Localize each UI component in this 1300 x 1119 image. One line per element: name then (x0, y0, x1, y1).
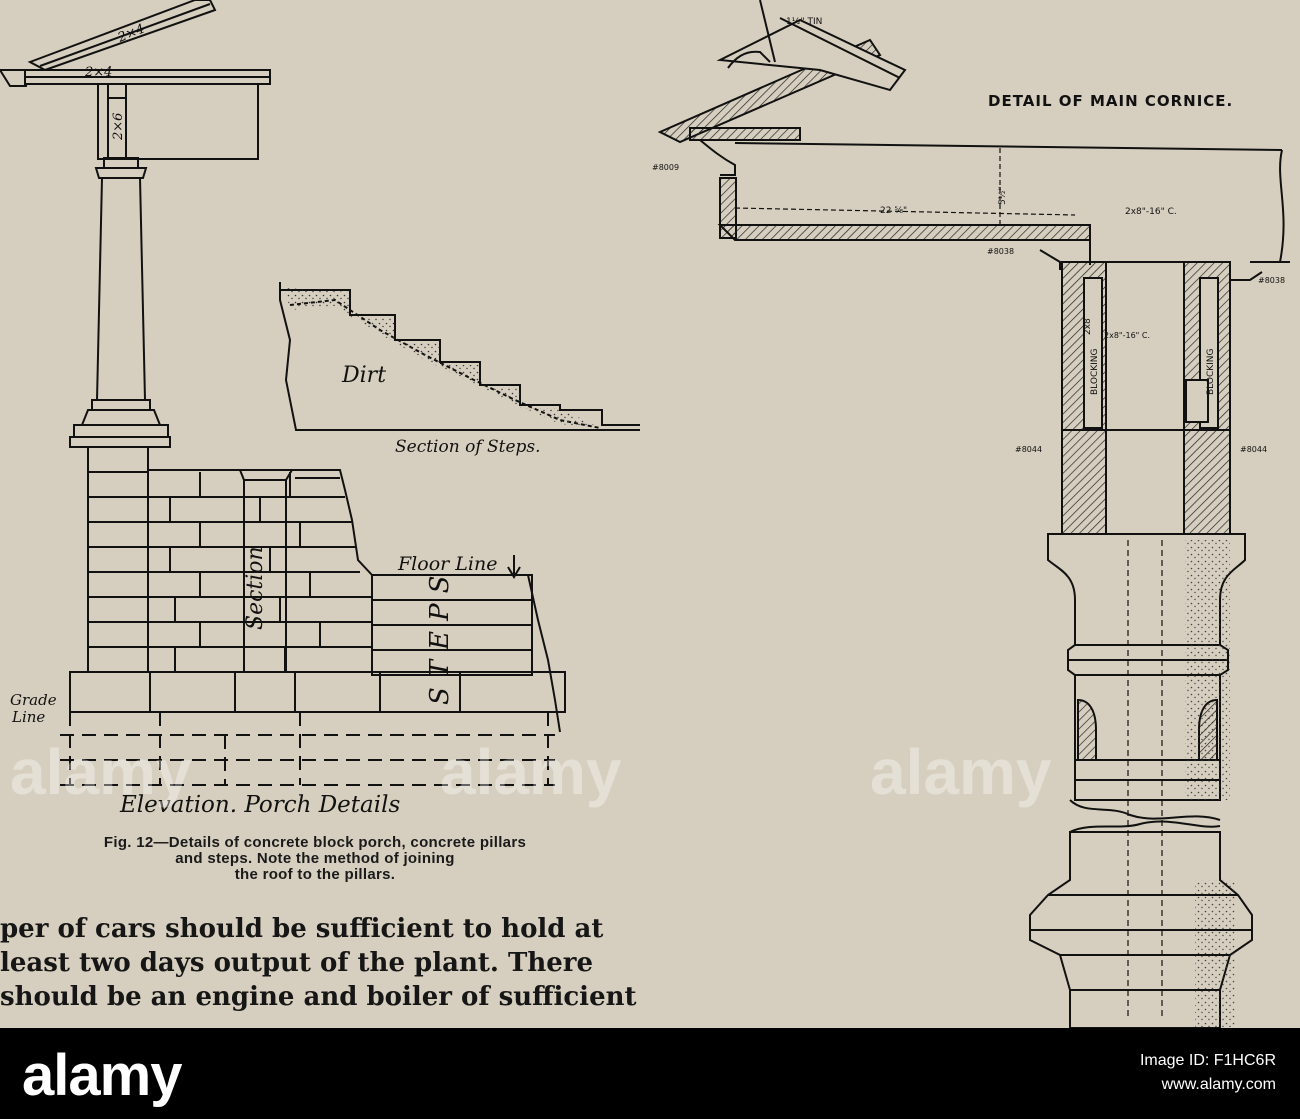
block-2x8-label: 2x8 (1083, 318, 1093, 335)
section-of-steps-label: Section of Steps. (395, 437, 541, 457)
marker-8009: #8009 (652, 163, 680, 172)
footing-dashed (60, 712, 555, 785)
watermark-text-3: alamy (870, 736, 1052, 808)
floor-line-label: Floor Line (398, 553, 498, 575)
grade-line-label-1: Grade (10, 691, 57, 709)
joists-mid-label: 2x8"-16" C. (1104, 331, 1151, 340)
marker-8038-a: #8038 (987, 247, 1015, 256)
watermark-text-2: alamy (440, 736, 622, 808)
caption-line-3: the roof to the pillars. (234, 866, 396, 883)
grade-line-label-2: Line (12, 708, 46, 726)
porch-block-wall (70, 447, 565, 732)
dim-22-label: 22 ⅝" (880, 206, 908, 216)
joist-label: 2×4 (85, 65, 113, 80)
body-line-2: least two days output of the plant. There (0, 948, 594, 978)
cornice-roof (660, 0, 905, 175)
steps-vertical-label: STEPS (425, 565, 455, 705)
image-id: Image ID: F1HC6R (1139, 1052, 1276, 1069)
steps-section (280, 282, 640, 430)
marker-8044-a: #8044 (1015, 445, 1043, 454)
floor-line-arrow (508, 555, 520, 577)
alamy-logo[interactable]: alamy (22, 1043, 182, 1108)
marker-8038-b: #8038 (1258, 276, 1286, 285)
porch-column (70, 158, 170, 447)
blocking-right-label: BLOCKING (1206, 348, 1216, 395)
dirt-label: Dirt (342, 363, 387, 388)
blocking-left-label: BLOCKING (1090, 348, 1100, 395)
figure-caption (0, 835, 630, 883)
dim-5-label: 5½" (998, 186, 1008, 205)
footer-info (1140, 1052, 1276, 1094)
site-link[interactable]: www.alamy.com (1161, 1076, 1276, 1093)
stock-footer (0, 1028, 1300, 1119)
cornice-title: DETAIL OF MAIN CORNICE. (988, 92, 1234, 110)
top-block-label: 2×6 (111, 112, 126, 140)
section-vertical-label: Section (243, 546, 268, 630)
pillar-top-section (1040, 250, 1262, 534)
joists-top-label: 2x8"-16" C. (1125, 207, 1177, 217)
marker-8044-b: #8044 (1240, 445, 1268, 454)
body-line-1: per of cars should be sufficient to hold at (0, 914, 604, 944)
watermark-text-1: alamy (10, 736, 192, 808)
tin-label: 1½" TIN (786, 17, 823, 27)
caption-line-1: Fig. 12—Details of concrete block porch, concrete pillars (103, 834, 527, 851)
caption-line-2: and steps. Note the method of joining (175, 850, 455, 867)
elevation-title: Elevation. Porch Details (120, 792, 401, 818)
rafter-label: 2×4 (115, 21, 147, 46)
body-text (0, 912, 640, 1014)
body-line-3: should be an engine and boiler of sufficient (0, 982, 637, 1012)
